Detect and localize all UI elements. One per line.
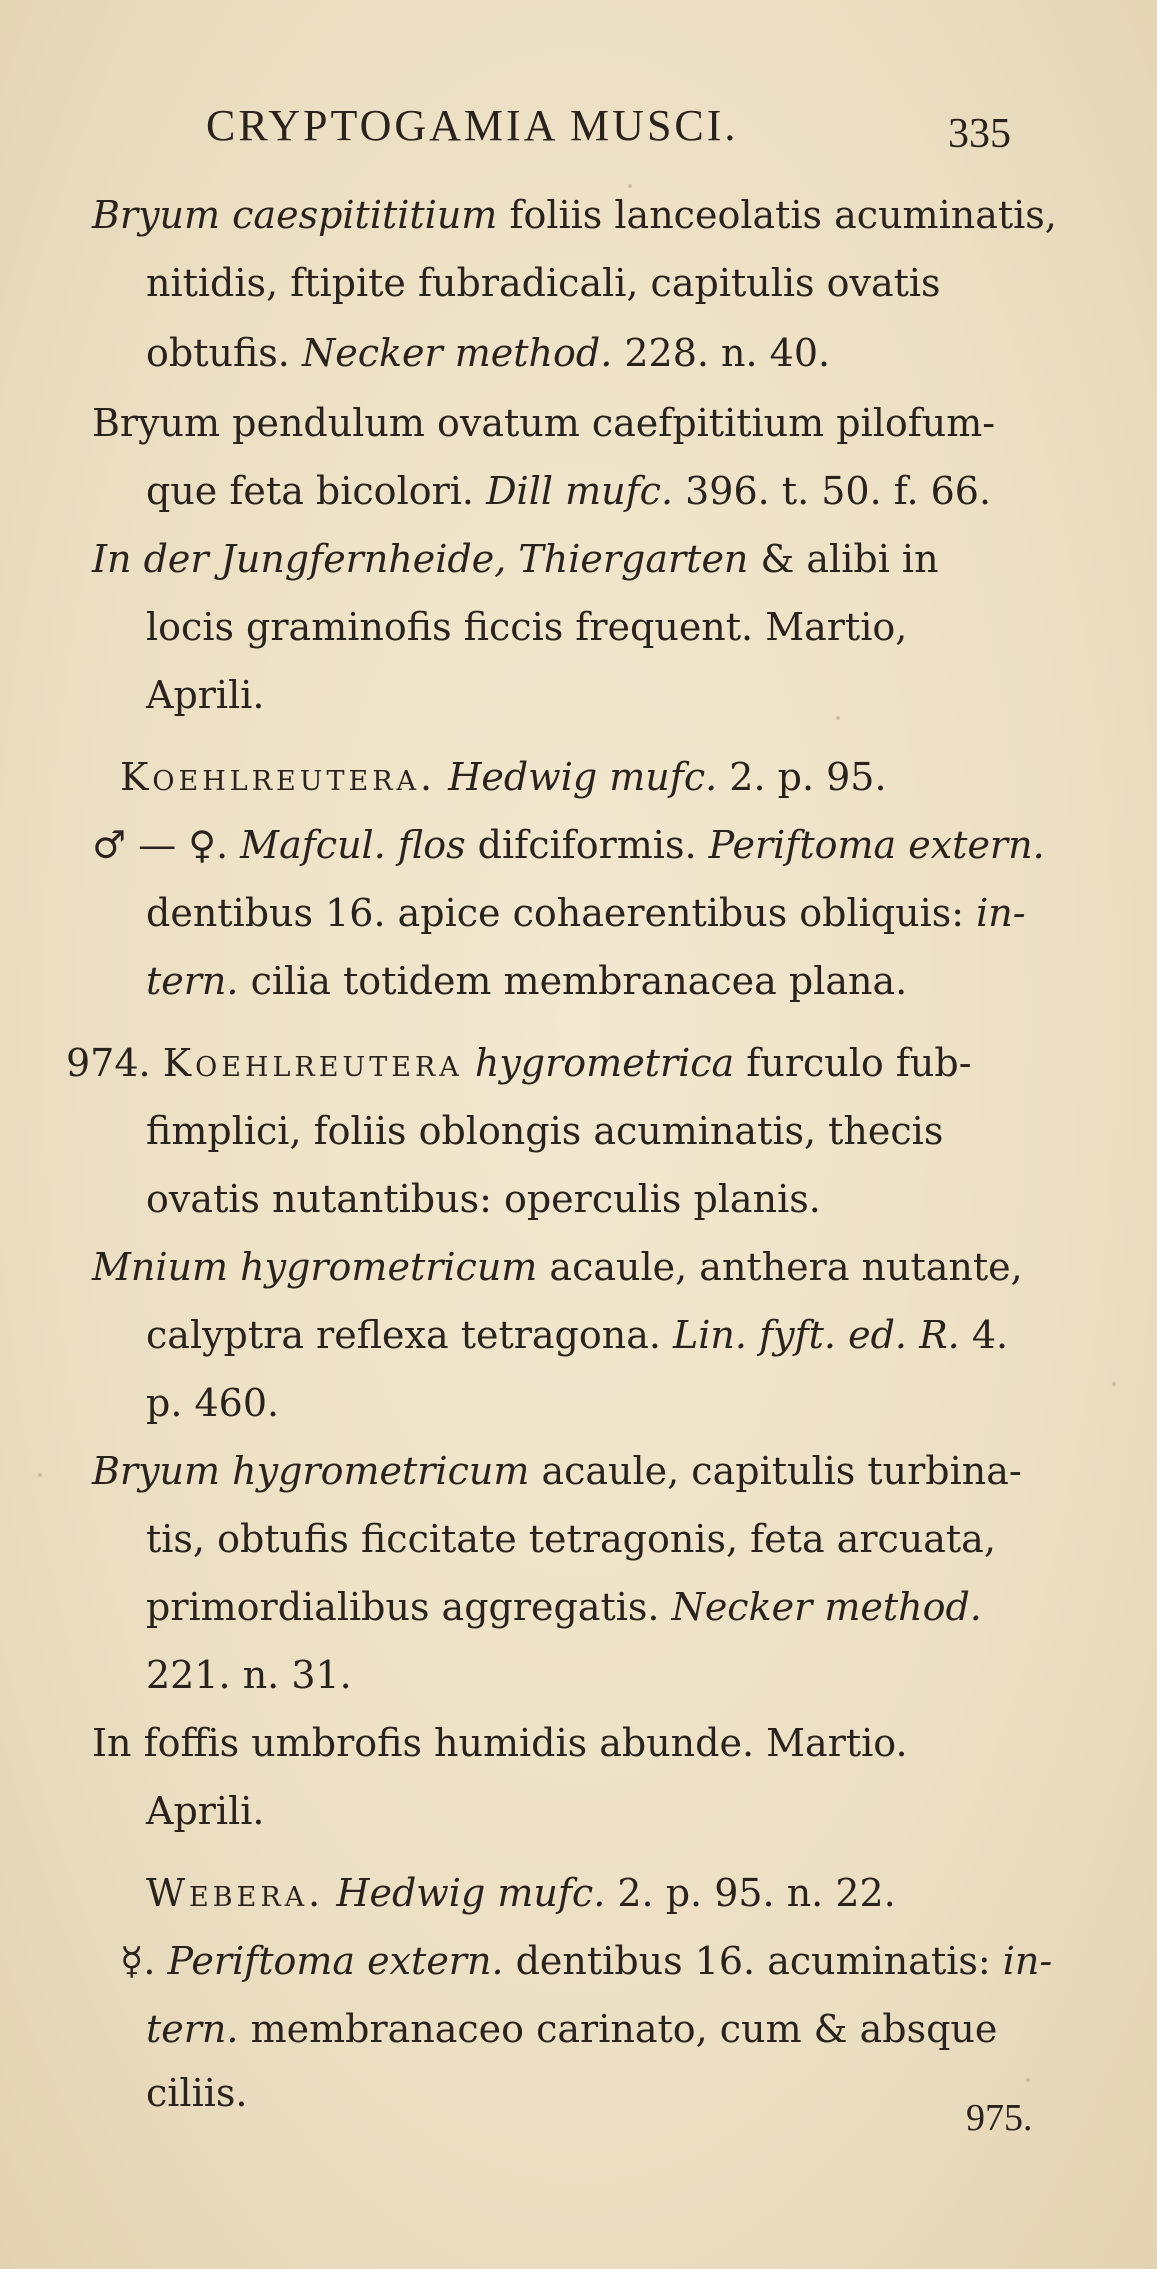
term: Periftoma extern.: [167, 1939, 504, 1983]
term: in-: [1002, 1939, 1053, 1983]
paper-speck: [628, 184, 632, 188]
paper-speck: [836, 716, 840, 720]
text-line-26: [120, 1938, 1052, 1984]
text-line-4: Bryum pendulum ovatum caefpititium pilofum-: [92, 401, 996, 445]
text-line-27: [146, 2006, 997, 2052]
line-text: primordialibus aggregatis.: [146, 1585, 672, 1629]
text-line-3: [146, 330, 830, 376]
species-name: Bryum hygrometricum: [92, 1449, 530, 1493]
text-line-20: tis, obtufis ficcitate tetragonis, feta arcuata,: [146, 1517, 996, 1561]
text-line-17: [146, 1312, 1008, 1358]
species-epithet: hygrometrica: [462, 1041, 735, 1085]
text-line-18: p. 460.: [146, 1381, 280, 1425]
citation: Lin. fyft. ed. R.: [673, 1313, 960, 1357]
catchword: 975.: [966, 2097, 1033, 2139]
text-line-22: 221. n. 31.: [146, 1653, 352, 1697]
species-name: Mnium hygrometricum: [92, 1245, 538, 1289]
citation: Dill mufc.: [486, 469, 674, 513]
citation: Necker method.: [671, 1585, 982, 1629]
line-text: membranaceo carinato, cum & absque: [238, 2007, 998, 2051]
line-text: & alibi in: [748, 537, 939, 581]
line-text: 228. n. 40.: [612, 331, 831, 375]
text-line-7: locis graminofis ficcis frequent. Martio,: [146, 605, 908, 649]
term: tern.: [146, 959, 239, 1003]
line-text: foliis lanceolatis acuminatis,: [497, 193, 1057, 237]
text-line-2: nitidis, ftipite fubradicali, capitulis ovatis: [146, 261, 941, 305]
term: Mafcul. flos: [240, 823, 466, 867]
text-line-25: [146, 1870, 896, 1916]
text-line-14: fimplici, foliis oblongis acuminatis, thecis: [146, 1109, 944, 1153]
locality: In der Jungfernheide, Thiergarten: [92, 537, 749, 581]
term: in-: [976, 891, 1026, 935]
text-line-1: [92, 192, 1057, 238]
text-line-8: Aprili.: [146, 673, 265, 717]
text-line-10: [92, 822, 1045, 868]
line-text: obtufis.: [146, 331, 302, 375]
line-text: 396. t. 50. f. 66.: [673, 469, 992, 513]
running-title: CRYPTOGAMIA MUSCI.: [206, 101, 739, 150]
text-line-6: [92, 536, 939, 582]
citation: Hedwig mufc.: [324, 1871, 606, 1915]
line-text: dentibus 16. acuminatis:: [503, 1939, 1003, 1983]
citation: Hedwig mufc.: [436, 755, 718, 799]
text-line-13: [66, 1040, 972, 1086]
paper-speck: [38, 1473, 42, 1477]
species-name: Bryum caespitititium: [92, 193, 498, 237]
line-text: 4.: [959, 1313, 1009, 1357]
text-line-9: [120, 754, 887, 800]
line-text: calyptra reflexa tetragona.: [146, 1313, 674, 1357]
genus-heading: Webera.: [146, 1871, 325, 1915]
text-line-12: [146, 958, 907, 1004]
sex-symbol: ☿.: [120, 1939, 168, 1983]
term: tern.: [146, 2007, 239, 2051]
line-text: acaule, capitulis turbina-: [529, 1449, 1022, 1493]
text-line-24: Aprili.: [146, 1789, 265, 1833]
text-line-15: ovatis nutantibus: operculis planis.: [146, 1177, 821, 1221]
text-line-11: [146, 890, 1026, 936]
sex-symbols: ♂ — ♀.: [92, 823, 241, 867]
line-text: difciformis.: [465, 823, 709, 867]
genus-heading: Koehlreutera.: [120, 755, 437, 799]
text-line-5: [146, 468, 991, 514]
line-text: 2. p. 95.: [717, 755, 887, 799]
genus-name: Koehlreutera: [162, 1041, 463, 1085]
page-number: 335: [948, 111, 1011, 157]
term: Periftoma extern.: [708, 823, 1045, 867]
line-text: furculo fub-: [734, 1041, 972, 1085]
text-line-21: [146, 1584, 982, 1630]
paper-speck: [1026, 2078, 1030, 2082]
text-line-28: ciliis.: [146, 2071, 248, 2115]
text-line-19: [92, 1448, 1022, 1494]
line-text: dentibus 16. apice cohaerentibus obliquis:: [146, 891, 977, 935]
line-text: cilia totidem membranacea plana.: [238, 959, 908, 1003]
citation: Necker method.: [301, 331, 613, 375]
line-text: 2. p. 95. n. 22.: [605, 1871, 896, 1915]
line-text: acaule, anthera nutante,: [537, 1245, 1023, 1289]
paper-speck: [1112, 1382, 1116, 1386]
text-line-16: [92, 1244, 1023, 1290]
line-text: que feta bicolori.: [146, 469, 487, 513]
text-line-23: In foffis umbrofis humidis abunde. Martio.: [92, 1721, 908, 1765]
entry-number: 974.: [66, 1041, 163, 1085]
